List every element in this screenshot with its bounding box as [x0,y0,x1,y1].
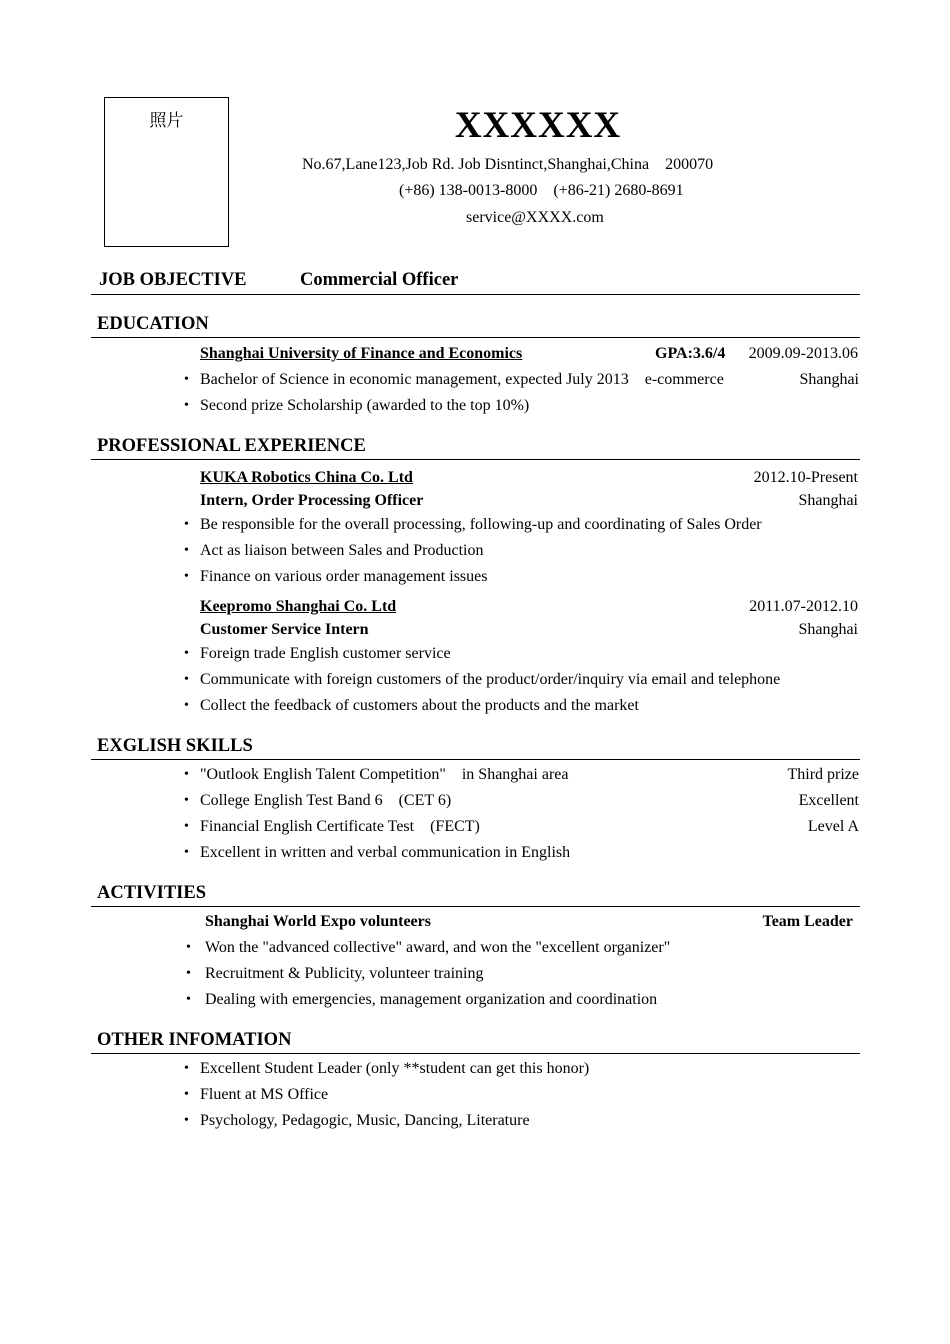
english-result: Excellent [798,792,859,809]
bullet: • [184,845,189,860]
bullet: • [186,966,191,981]
job-bullet: Act as liaison between Sales and Production [200,542,484,559]
bullet: • [184,372,189,387]
divider [91,759,860,760]
photo-label: 照片 [149,111,184,131]
divider [91,337,860,338]
job-role: Intern, Order Processing Officer [200,492,424,509]
activity-bullet: Won the "advanced collective" award, and won the "excellent organizer" [205,939,671,956]
objective-value: Commercial Officer [300,270,459,290]
bullet: • [184,1113,189,1128]
job-dates: 2012.10-Present [753,469,858,486]
job-bullet: Finance on various order management issues [200,568,488,585]
english-heading: EXGLISH SKILLS [97,736,253,756]
divider [91,906,860,907]
photo-placeholder [104,97,229,247]
divider [91,294,860,295]
job-bullet: Foreign trade English customer service [200,645,451,662]
bullet: • [184,646,189,661]
english-result: Third prize [787,766,859,783]
bullet: • [184,793,189,808]
english-item: Excellent in written and verbal communication in English [200,844,571,861]
job-role: Customer Service Intern [200,621,369,638]
education-gpa: GPA:3.6/4 [655,345,726,362]
job-location: Shanghai [798,621,858,638]
education-location: Shanghai [799,371,859,388]
divider [91,459,860,460]
bullet: • [184,698,189,713]
job-bullet: Collect the feedback of customers about the products and the market [200,697,639,714]
bullet: • [184,569,189,584]
activity-role: Team Leader [762,913,853,930]
activity-title: Shanghai World Expo volunteers [205,913,431,930]
experience-heading: PROFESSIONAL EXPERIENCE [97,436,366,456]
english-item: "Outlook English Talent Competition" in Shanghai area [200,766,569,783]
email: service@XXXX.com [466,209,604,226]
objective-label: JOB OBJECTIVE [99,270,247,290]
english-item: Financial English Certificate Test (FECT) [200,818,480,835]
job-location: Shanghai [798,492,858,509]
other-bullet: Excellent Student Leader (only **student can get this honor) [200,1060,590,1077]
bullet: • [184,1061,189,1076]
bullet: • [184,398,189,413]
education-school: Shanghai University of Finance and Economics [200,345,523,362]
phone-numbers: (+86) 138-0013-8000 (+86-21) 2680-8691 [399,182,684,199]
job-company: KUKA Robotics China Co. Ltd [200,469,413,486]
address: No.67,Lane123,Job Rd. Job Disntinct,Shanghai,China 200070 [302,156,714,173]
other-heading: OTHER INFOMATION [97,1030,292,1050]
activities-heading: ACTIVITIES [97,883,206,903]
activity-bullet: Dealing with emergencies, management organization and coordination [205,991,658,1008]
candidate-name: XXXXXX [454,105,622,146]
education-bullet: Bachelor of Science in economic management, expected July 2013 e-commerce [200,371,724,388]
job-bullet: Communicate with foreign customers of the product/order/inquiry via email and telephone [200,671,781,688]
bullet: • [184,543,189,558]
divider [91,1053,860,1054]
job-bullet: Be responsible for the overall processing, following-up and coordinating of Sales Order [200,516,762,533]
bullet: • [184,767,189,782]
education-dates: 2009.09-2013.06 [748,345,858,362]
bullet: • [184,672,189,687]
activity-bullet: Recruitment & Publicity, volunteer training [205,965,484,982]
bullet: • [186,940,191,955]
job-dates: 2011.07-2012.10 [749,598,858,615]
english-item: College English Test Band 6 (CET 6) [200,792,452,809]
other-bullet: Fluent at MS Office [200,1086,329,1103]
other-bullet: Psychology, Pedagogic, Music, Dancing, Literature [200,1112,530,1129]
bullet: • [184,1087,189,1102]
english-result: Level A [807,818,859,835]
bullet: • [184,517,189,532]
bullet: • [186,992,191,1007]
education-bullet: Second prize Scholarship (awarded to the top 10%) [200,397,530,414]
education-heading: EDUCATION [97,314,209,334]
job-company: Keepromo Shanghai Co. Ltd [200,598,397,615]
bullet: • [184,819,189,834]
